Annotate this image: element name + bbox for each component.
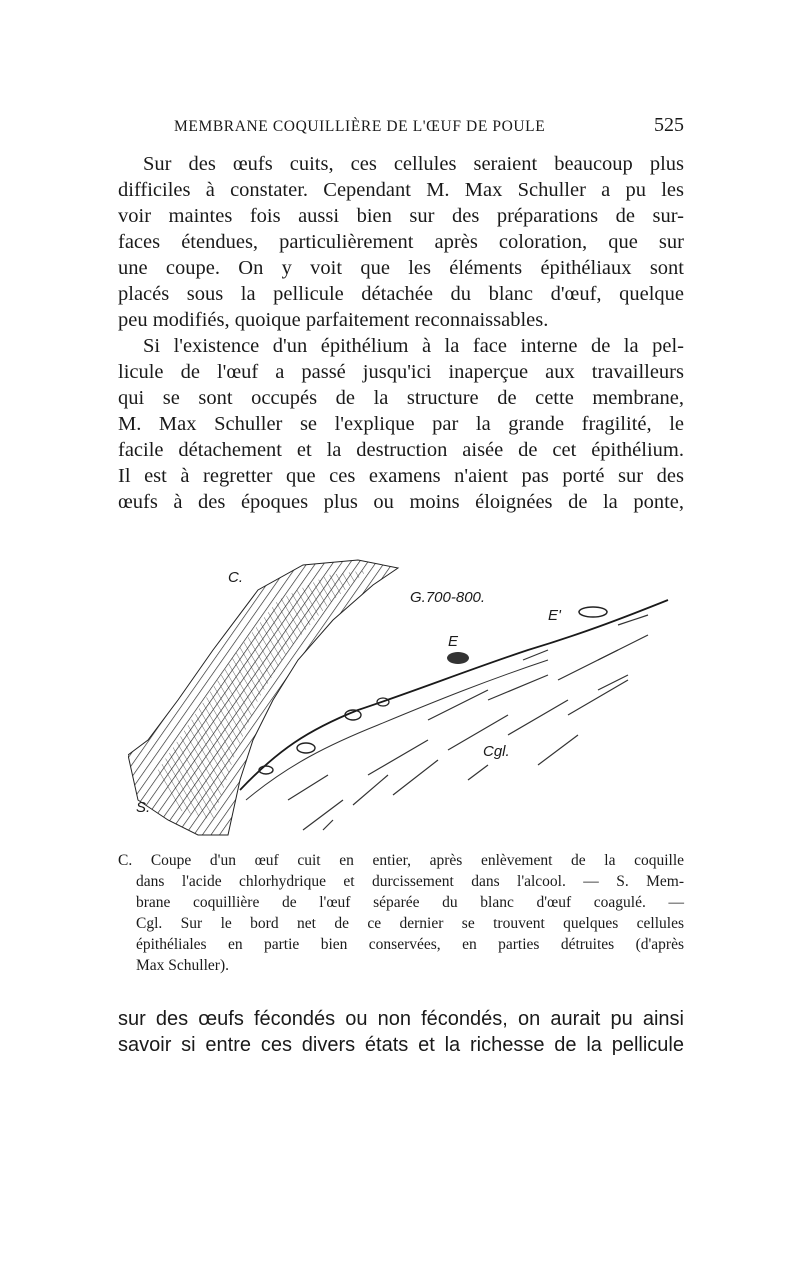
figure-drawing [128,550,688,840]
paragraph-1 [118,151,684,333]
text-line: une coupe. On y voit que les éléments épithéliaux sont [118,257,684,279]
running-header [118,116,684,140]
text-line: Il est à regretter que ces examens n'aient pas porté sur des [118,465,684,487]
caption-line: Max Schuller). [136,957,229,974]
caption-line: C. Coupe d'un œuf cuit en entier, après enlèvement de la coquille [118,852,684,869]
text-line: voir maintes fois aussi bien sur des préparations de sur- [118,205,684,227]
text-line: peu modifiés, quoique parfaitement reconnaissables. [118,309,549,331]
text-line: Si l'existence d'un épithélium à la face interne de la pel- [143,335,684,357]
text-line: M. Max Schuller se l'explique par la grande fragilité, le [118,413,684,435]
text-line: qui se sont occupés de la structure de cette membrane, [118,387,684,409]
caption-line: épithéliales en partie bien conservées, en parties détruites (d'après [136,936,684,953]
running-title: MEMBRANE COQUILLIÈRE DE L'ŒUF DE POULE [174,118,546,135]
text-line: savoir si entre ces divers états et la richesse de la pellicule [118,1034,684,1056]
label-e: E [448,633,459,650]
label-c: C. [228,569,243,586]
text-line: sur des œufs fécondés ou non fécondés, on aurait pu ainsi [118,1008,684,1030]
page-number: 525 [654,114,684,136]
label-cgl: Cgl. [483,743,510,760]
text-line: œufs à des époques plus ou moins éloignées de la ponte, [118,491,684,513]
text-line: licule de l'œuf a passé jusqu'ici inaperçue aux travailleurs [118,361,684,383]
epithelial-cell [447,652,469,664]
figure-caption [118,850,684,976]
text-line: difficiles à constater. Cependant M. Max Schuller a pu les [118,179,684,201]
label-s: S. [136,799,151,816]
epithelial-cell [297,743,315,753]
caption-line: brane coquillière de l'œuf séparée du blanc d'œuf coagulé. — [136,894,684,911]
histology-figure [128,550,688,840]
text-line: placés sous la pellicule détachée du blanc d'œuf, quelque [118,283,684,305]
text-line: facile détachement et la destruction aisée de cet épithélium. [118,439,684,461]
text-line: faces étendues, particulièrement après coloration, que sur [118,231,684,253]
text-line: Sur des œufs cuits, ces cellules seraient beaucoup plus [143,153,684,175]
epithelial-cell [579,607,607,617]
caption-line: dans l'acide chlorhydrique et durcissement dans l'alcool. — S. Mem- [136,873,684,890]
label-e-prime: E' [548,607,561,624]
label-magnification: G.700-800. [410,589,486,606]
caption-line: Cgl. Sur le bord net de ce dernier se trouvent quelques cellules [136,915,684,932]
shell-membrane-band [128,560,398,835]
paragraph-3 [118,1006,684,1058]
paragraph-2 [118,333,684,515]
